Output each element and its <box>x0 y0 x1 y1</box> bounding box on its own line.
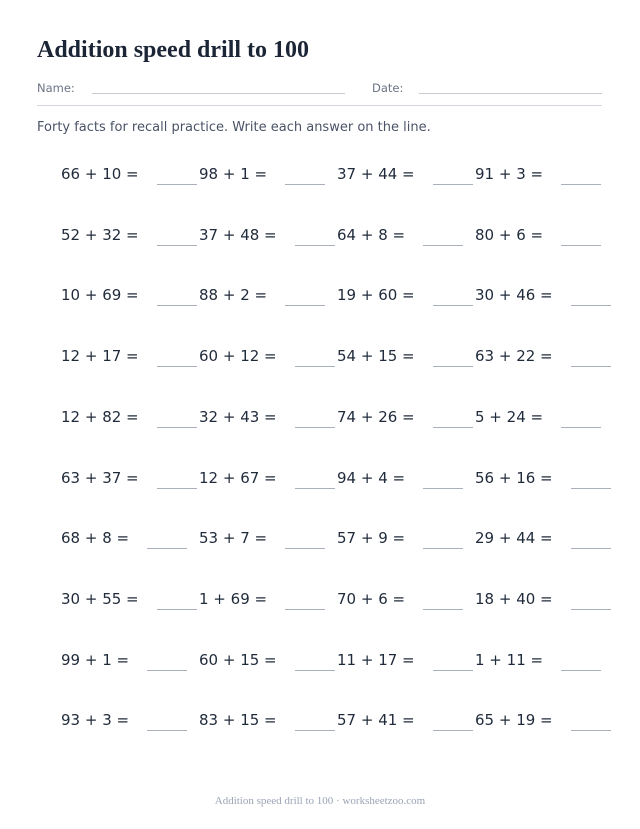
problem-expression: 12 + 17 = <box>61 347 139 365</box>
problem-expression: 66 + 10 = <box>61 165 139 183</box>
problem-expression: 65 + 19 = <box>475 711 553 729</box>
problem-expression: 30 + 46 = <box>475 286 553 304</box>
problem-expression: 94 + 4 = <box>337 469 406 487</box>
problem-expression: 37 + 44 = <box>337 165 415 183</box>
problem-expression: 63 + 37 = <box>61 469 139 487</box>
name-label: Name: <box>37 81 75 95</box>
worksheet-title: Addition speed drill to 100 <box>37 37 310 63</box>
problem-expression: 30 + 55 = <box>61 590 139 608</box>
problem-expression: 53 + 7 = <box>199 529 268 547</box>
answer-line[interactable] <box>571 609 611 610</box>
answer-line[interactable] <box>295 366 335 367</box>
problem-expression: 60 + 12 = <box>199 347 277 365</box>
answer-line[interactable] <box>561 245 601 246</box>
answer-line[interactable] <box>295 730 335 731</box>
answer-line[interactable] <box>423 548 463 549</box>
answer-line[interactable] <box>571 488 611 489</box>
problem-expression: 57 + 9 = <box>337 529 406 547</box>
answer-line[interactable] <box>571 305 611 306</box>
problem-expression: 11 + 17 = <box>337 651 415 669</box>
answer-line[interactable] <box>147 548 187 549</box>
answer-line[interactable] <box>147 670 187 671</box>
answer-line[interactable] <box>157 366 197 367</box>
problem-expression: 18 + 40 = <box>475 590 553 608</box>
problem-expression: 1 + 69 = <box>199 590 268 608</box>
answer-line[interactable] <box>561 670 601 671</box>
problem-expression: 54 + 15 = <box>337 347 415 365</box>
answer-line[interactable] <box>295 427 335 428</box>
answer-line[interactable] <box>157 427 197 428</box>
problem-expression: 68 + 8 = <box>61 529 130 547</box>
answer-line[interactable] <box>433 305 473 306</box>
header-divider <box>37 105 602 106</box>
problem-expression: 70 + 6 = <box>337 590 406 608</box>
answer-line[interactable] <box>433 670 473 671</box>
problem-expression: 63 + 22 = <box>475 347 553 365</box>
problem-expression: 5 + 24 = <box>475 408 544 426</box>
answer-line[interactable] <box>433 184 473 185</box>
answer-line[interactable] <box>285 184 325 185</box>
answer-line[interactable] <box>423 488 463 489</box>
date-field[interactable] <box>419 93 602 94</box>
problem-expression: 57 + 41 = <box>337 711 415 729</box>
name-field[interactable] <box>92 93 345 94</box>
answer-line[interactable] <box>285 548 325 549</box>
answer-line[interactable] <box>295 245 335 246</box>
answer-line[interactable] <box>433 730 473 731</box>
answer-line[interactable] <box>285 609 325 610</box>
answer-line[interactable] <box>285 305 325 306</box>
problem-expression: 37 + 48 = <box>199 226 277 244</box>
problem-expression: 32 + 43 = <box>199 408 277 426</box>
answer-line[interactable] <box>147 730 187 731</box>
problem-expression: 80 + 6 = <box>475 226 544 244</box>
problem-expression: 83 + 15 = <box>199 711 277 729</box>
problem-expression: 56 + 16 = <box>475 469 553 487</box>
answer-line[interactable] <box>433 427 473 428</box>
answer-line[interactable] <box>157 184 197 185</box>
problem-expression: 12 + 82 = <box>61 408 139 426</box>
date-label: Date: <box>372 81 404 95</box>
answer-line[interactable] <box>295 670 335 671</box>
answer-line[interactable] <box>561 427 601 428</box>
answer-line[interactable] <box>571 366 611 367</box>
problem-expression: 99 + 1 = <box>61 651 130 669</box>
answer-line[interactable] <box>571 548 611 549</box>
answer-line[interactable] <box>423 245 463 246</box>
problem-expression: 19 + 60 = <box>337 286 415 304</box>
problem-expression: 29 + 44 = <box>475 529 553 547</box>
problem-expression: 12 + 67 = <box>199 469 277 487</box>
problem-expression: 60 + 15 = <box>199 651 277 669</box>
problem-expression: 93 + 3 = <box>61 711 130 729</box>
answer-line[interactable] <box>157 488 197 489</box>
problem-expression: 10 + 69 = <box>61 286 139 304</box>
answer-line[interactable] <box>157 609 197 610</box>
answer-line[interactable] <box>433 366 473 367</box>
answer-line[interactable] <box>561 184 601 185</box>
page-footer: Addition speed drill to 100 · worksheetzoo.com <box>214 795 426 807</box>
problem-expression: 64 + 8 = <box>337 226 406 244</box>
problem-expression: 88 + 2 = <box>199 286 268 304</box>
answer-line[interactable] <box>295 488 335 489</box>
problem-expression: 1 + 11 = <box>475 651 544 669</box>
answer-line[interactable] <box>157 245 197 246</box>
answer-line[interactable] <box>157 305 197 306</box>
problem-expression: 98 + 1 = <box>199 165 268 183</box>
instructions: Forty facts for recall practice. Write each answer on the line. <box>37 120 431 135</box>
problem-expression: 52 + 32 = <box>61 226 139 244</box>
problem-expression: 91 + 3 = <box>475 165 544 183</box>
problem-expression: 74 + 26 = <box>337 408 415 426</box>
answer-line[interactable] <box>571 730 611 731</box>
answer-line[interactable] <box>423 609 463 610</box>
